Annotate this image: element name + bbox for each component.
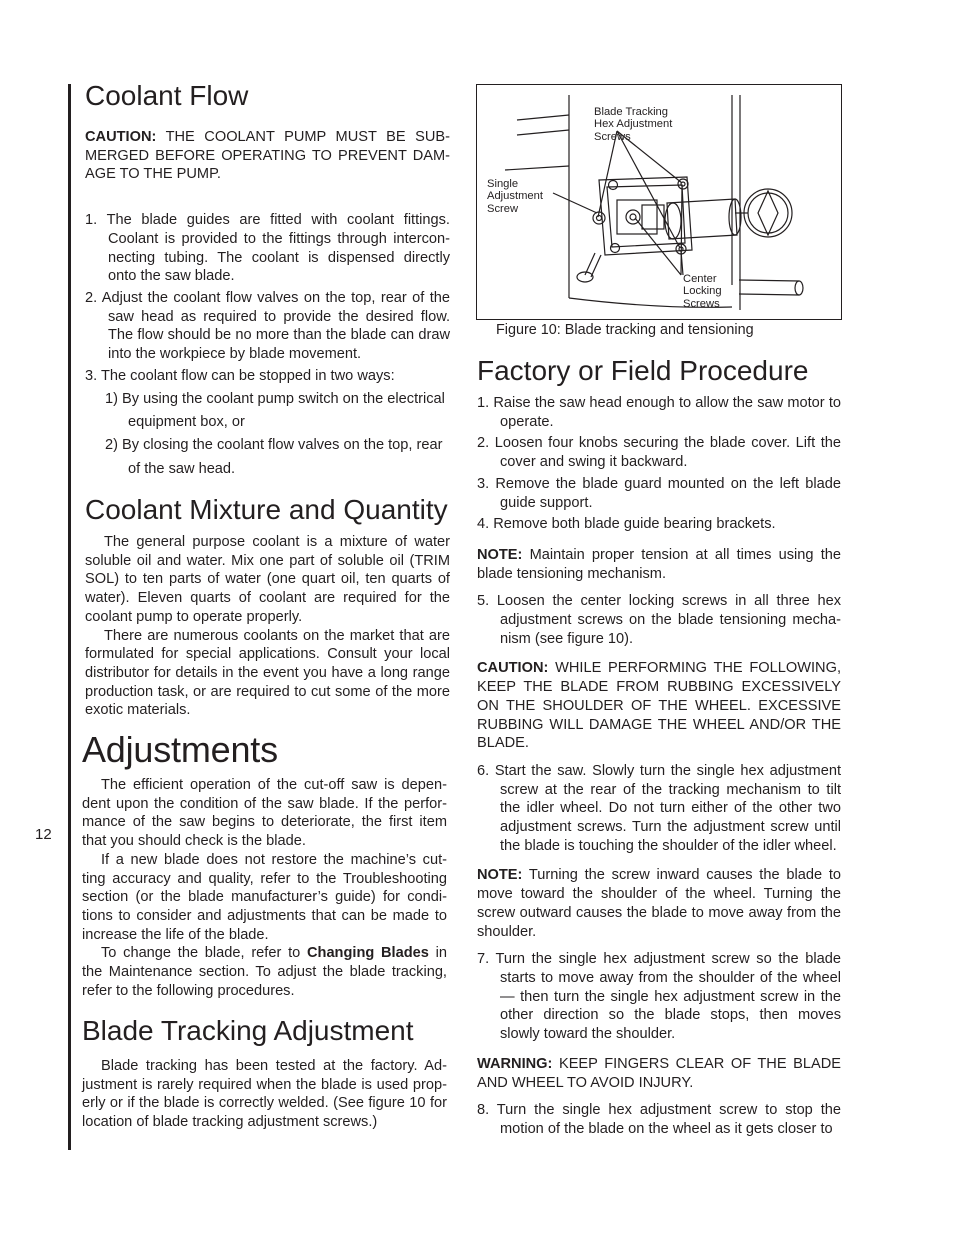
paragraph: The general purpose coolant is a mixture of water soluble oil and water. Mix one part of soluble oil (TRIM SOL) to ten parts of water (one quart oil, ten quarts of water). Eleven quarts of coolant are required for the coolant pump to operate properly. [85,534,450,625]
warning-text: KEEP FINGERS CLEAR OF THE BLADE AND WHEEL TO AVOID INJURY. [477,1055,841,1091]
sub-list-item: 1) By using the coolant pump switch on the electrical equipment box, or [105,391,445,430]
section-coolant-flow [85,80,450,481]
list-item: 3. Remove the blade guard mounted on the left blade guide support. [477,475,841,511]
label-line: Screws [594,130,631,143]
label-line: Hex Adjustment [594,118,673,131]
list-item: 3. The coolant flow can be stopped in two ways: [85,367,395,384]
list-item: 2. Adjust the coolant flow valves on the top, rear of the saw head as required to provide the desired flow. The flow should be no more than the blade can draw into the workpiece by blade movement. [85,289,450,363]
note-label: NOTE: [477,546,523,563]
label-line: Center [683,273,717,285]
figure-10 [476,84,842,320]
label-line: Screws [683,297,720,310]
caution-text: THE COOLANT PUMP MUST BE SUB-MERGED BEFORE OPERATING TO PREVENT DAM-AGE TO THE PUMP. [85,129,450,183]
heading-coolant-flow: Coolant Flow [85,80,249,111]
paragraph: Blade tracking has been tested at the factory. Ad-justment is rarely required when the blade is used prop-erly or if the blade is correctly welded. (See figure 10 for location of blade tracking adjustment screws.) [82,1058,447,1131]
heading-factory-procedure: Factory or Field Procedure [477,355,809,386]
warning-label: WARNING: [477,1055,553,1072]
label-single-adjustment-screw [487,178,543,215]
note-label: NOTE: [477,867,523,884]
text-run: in the Maintenance section. To adjust the blade tracking, refer to the following procedures. [82,945,447,999]
page-number: 12 [35,826,52,843]
list-item: 2. Loosen four knobs securing the blade cover. Lift the cover and swing it backward. [477,435,841,471]
caution-label: CAUTION: [477,660,549,677]
text-run: To change the blade, refer to [101,945,307,962]
list-item: 1. The blade guides are fitted with coolant fittings. Coolant is provided to the fittings through intercon-necting tubing. The coolant is dispensed directly onto the saw blade. [85,212,450,285]
list-item: 8. Turn the single hex adjustment screw to stop the motion of the blade on the wheel as it gets closer to [477,1102,841,1137]
label-line: Adjustment [487,190,543,203]
list-item: 5. Loosen the center locking screws in all three hex adjustment screws on the blade tensioning mecha-nism (see figure 10). [477,593,841,647]
section-factory-procedure [477,355,841,1139]
paragraph-change-blade [82,944,447,1000]
paragraph: If a new blade does not restore the machine’s cut-ting accuracy and quality, refer to the Troubleshooting section (or the blade manufacturer’s guide) for condi-tions to consider and adjustments that can be made to increase the life of the blade. [82,851,447,943]
margin-rule [68,84,71,1150]
bold-ref-changing-blades: Changing Blades [306,945,429,962]
sub-list-item: 2) By closing the coolant flow valves on the top, rear of the saw head. [105,437,443,478]
heading-coolant-mixture: Coolant Mixture and Quantity [85,494,448,525]
label-line: Locking [683,285,722,298]
label-line: Screw [487,202,519,215]
label-center-locking-screws [683,273,722,310]
caution-label: CAUTION: [85,129,157,145]
figure-caption: Figure 10: Blade tracking and tensioning [496,322,754,338]
label-line: Blade Tracking [594,106,669,118]
paragraph: There are numerous coolants on the market that are formulated for special applications. Consult your local distributor for details in the event you have a long range production task, or are required to cut some of the more exotic materials. [85,627,450,719]
list-item: 7. Turn the single hex adjustment screw so the blade starts to move away from the shoulder of the wheel — then turn the single hex adjustment screw in the other direction so the blade stops, then moves slowly toward the shoulder. [477,951,841,1043]
note-tension [477,546,841,583]
caution-rubbing [477,659,841,753]
note-text: Maintain proper tension at all times using the blade tensioning mechanism. [477,546,841,582]
caution-text: WHILE PERFORMING THE FOLLOWING, KEEP THE BLADE FROM RUBBING EXCESSIVELY ON THE SHOULDER OF THE WHEEL. EXCESSIVE RUBBING WILL DAMAGE THE WHEEL AND/OR THE BLADE. [477,660,841,752]
list-item: 4. Remove both blade guide bearing brackets. [477,516,776,533]
section-adjustments [82,730,447,1000]
label-line: Single [487,178,519,190]
list-item: 6. Start the saw. Slowly turn the single hex adjustment screw at the rear of the tracking mechanism to tilt the idler wheel. Do not turn either of the other two adjustment screws. Turn the adjustment screw until the blade is touching the shoulder of the idler wheel. [477,762,841,854]
section-blade-tracking [82,1015,447,1132]
label-hex-adjustment-screws [594,106,672,143]
note-screw-direction [477,866,841,941]
warning-fingers [477,1055,841,1092]
heading-adjustments: Adjustments [82,729,278,770]
heading-blade-tracking: Blade Tracking Adjustment [82,1015,414,1046]
section-coolant-mixture [85,494,450,720]
list-item: 1. Raise the saw head enough to allow the saw motor to operate. [477,395,841,430]
caution-pump [85,128,450,184]
note-text: Turning the screw inward causes the blade to move toward the shoulder of the wheel. Turning the screw outward causes the blade to move away from the shoulder. [477,867,841,940]
paragraph: The efficient operation of the cut-off saw is depen-dent upon the condition of the saw blade. If the perfor-mance of the saw begins to deteriorate, the first item that you should check is the blade. [82,777,447,850]
